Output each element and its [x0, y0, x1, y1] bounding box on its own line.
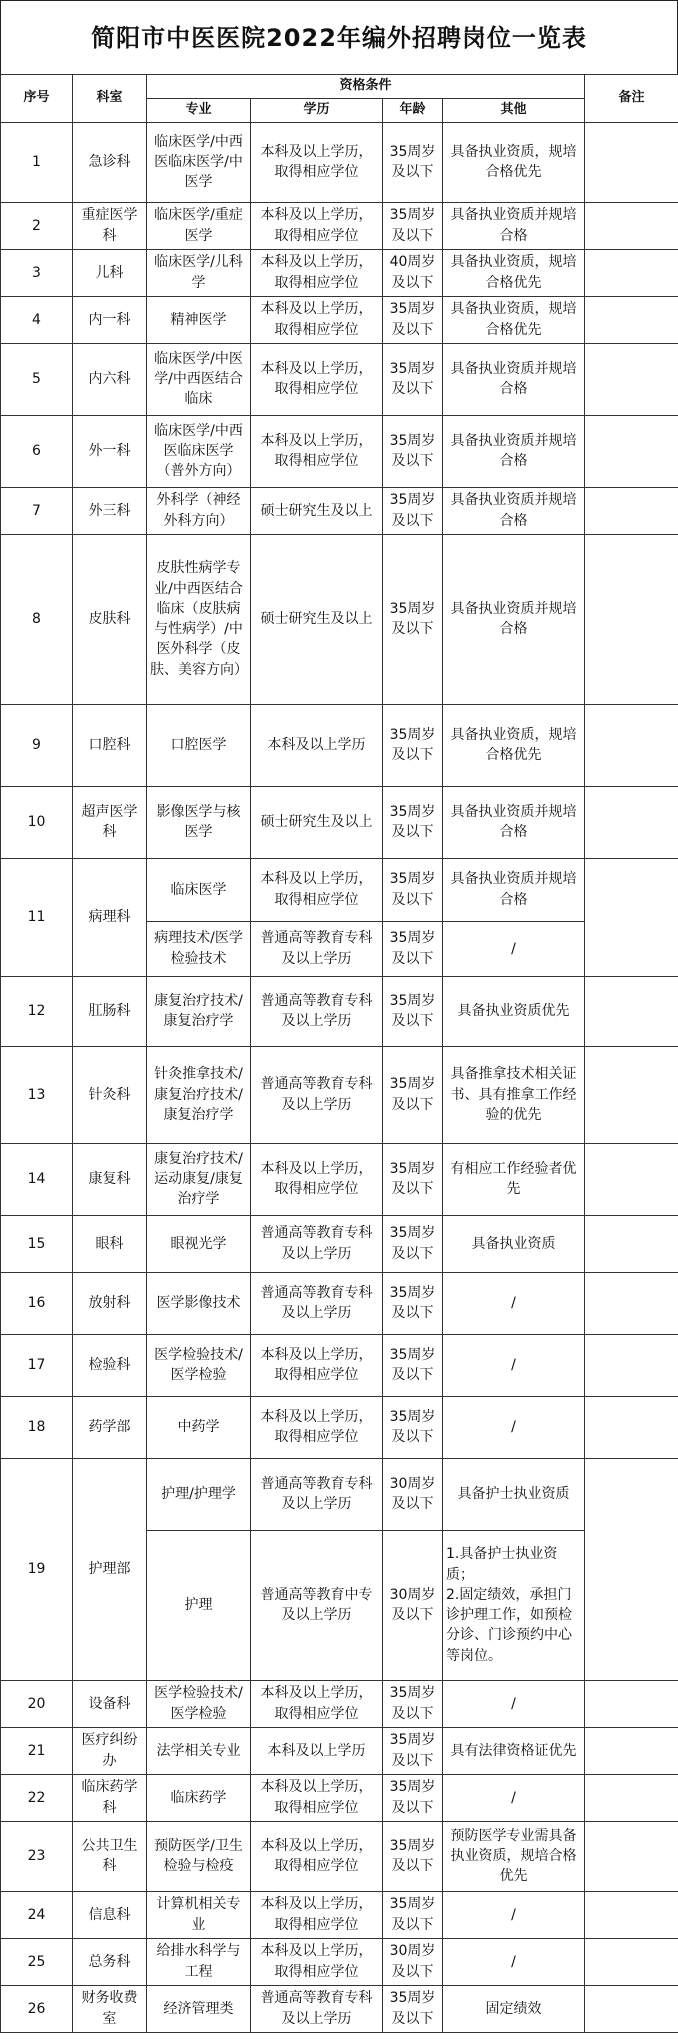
cell-education: 普通高等教育中专及以上学历 [251, 1530, 383, 1680]
header-qualifications: 资格条件 [147, 75, 585, 99]
cell-seq: 11 [1, 858, 73, 976]
cell-other: 具备执业资质优先 [443, 976, 585, 1046]
cell-major: 护理/护理学 [147, 1458, 251, 1530]
cell-remark [585, 704, 678, 786]
cell-other: 具备执业资质并规培合格 [443, 202, 585, 249]
cell-education: 本科及以上学历，取得相应学位 [251, 1680, 383, 1727]
cell-education: 本科及以上学历，取得相应学位 [251, 1143, 383, 1215]
cell-dept: 外三科 [73, 487, 147, 534]
cell-dept: 急诊科 [73, 122, 147, 202]
cell-age: 35周岁及以下 [383, 487, 443, 534]
cell-major: 皮肤性病学专业/中西医结合临床（皮肤病与性病学）/中医外科学（皮肤、美容方向） [147, 534, 251, 704]
table-row [1, 1985, 678, 2032]
table-row [1, 1334, 678, 1396]
cell-education: 普通高等教育专科及以上学历 [251, 1215, 383, 1272]
cell-seq: 10 [1, 786, 73, 858]
table-row [1, 296, 678, 343]
cell-dept: 内一科 [73, 296, 147, 343]
cell-remark [585, 343, 678, 415]
cell-major: 康复治疗技术/康复治疗学 [147, 976, 251, 1046]
cell-remark [585, 249, 678, 296]
cell-other: 具备执业资质并规培合格 [443, 487, 585, 534]
cell-other: 具备执业资质 [443, 1215, 585, 1272]
cell-age: 30周岁及以下 [383, 1938, 443, 1985]
cell-remark [585, 1458, 678, 1680]
cell-seq: 2 [1, 202, 73, 249]
cell-education: 本科及以上学历，取得相应学位 [251, 1334, 383, 1396]
header-seq: 序号 [1, 75, 73, 123]
cell-other: 预防医学专业需具备执业资质，规培合格优先 [443, 1821, 585, 1891]
cell-age: 35周岁及以下 [383, 1046, 443, 1143]
table-row [1, 1680, 678, 1727]
cell-other: / [443, 1334, 585, 1396]
header-age: 年龄 [383, 98, 443, 122]
cell-dept: 药学部 [73, 1396, 147, 1458]
cell-age: 35周岁及以下 [383, 1334, 443, 1396]
cell-seq: 21 [1, 1727, 73, 1774]
cell-remark [585, 1396, 678, 1458]
cell-remark [585, 1938, 678, 1985]
cell-education: 本科及以上学历，取得相应学位 [251, 249, 383, 296]
cell-education: 普通高等教育专科及以上学历 [251, 1046, 383, 1143]
cell-age: 35周岁及以下 [383, 122, 443, 202]
cell-age: 35周岁及以下 [383, 296, 443, 343]
cell-remark [585, 1046, 678, 1143]
cell-dept: 病理科 [73, 858, 147, 976]
cell-dept: 医疗纠纷办 [73, 1727, 147, 1774]
cell-remark [585, 1821, 678, 1891]
table-row [1, 249, 678, 296]
cell-major: 外科学（神经外科方向） [147, 487, 251, 534]
recruitment-table [0, 74, 678, 2033]
cell-dept: 财务收费室 [73, 1985, 147, 2032]
cell-dept: 内六科 [73, 343, 147, 415]
cell-major: 医学检验技术/医学检验 [147, 1680, 251, 1727]
cell-other: 具备执业资质，规培合格优先 [443, 249, 585, 296]
cell-seq: 17 [1, 1334, 73, 1396]
cell-education: 本科及以上学历 [251, 1727, 383, 1774]
cell-remark [585, 1143, 678, 1215]
table-row [1, 202, 678, 249]
cell-age: 35周岁及以下 [383, 202, 443, 249]
cell-major: 临床医学/中西医临床医学（普外方向） [147, 415, 251, 487]
cell-education: 本科及以上学历，取得相应学位 [251, 1938, 383, 1985]
cell-education: 硕士研究生及以上 [251, 786, 383, 858]
table-row [1, 487, 678, 534]
cell-education: 本科及以上学历，取得相应学位 [251, 1774, 383, 1821]
cell-remark [585, 1774, 678, 1821]
cell-education: 硕士研究生及以上 [251, 487, 383, 534]
cell-remark [585, 1334, 678, 1396]
cell-education: 普通高等教育专科及以上学历 [251, 1985, 383, 2032]
cell-major: 临床医学/中西医临床医学/中医学 [147, 122, 251, 202]
cell-major: 针灸推拿技术/康复治疗技术/康复治疗学 [147, 1046, 251, 1143]
cell-major: 医学检验技术/医学检验 [147, 1334, 251, 1396]
cell-seq: 13 [1, 1046, 73, 1143]
table-row [1, 1727, 678, 1774]
cell-age: 35周岁及以下 [383, 1774, 443, 1821]
cell-other: / [443, 1891, 585, 1938]
cell-age: 30周岁及以下 [383, 1530, 443, 1680]
cell-other: 固定绩效 [443, 1985, 585, 2032]
cell-remark [585, 202, 678, 249]
cell-dept: 护理部 [73, 1458, 147, 1680]
cell-seq: 20 [1, 1680, 73, 1727]
cell-other: 具备执业资质，规培合格优先 [443, 296, 585, 343]
cell-education: 本科及以上学历，取得相应学位 [251, 202, 383, 249]
cell-dept: 临床药学科 [73, 1774, 147, 1821]
cell-other: / [443, 1774, 585, 1821]
cell-age: 30周岁及以下 [383, 1458, 443, 1530]
cell-age: 35周岁及以下 [383, 1143, 443, 1215]
cell-other: 有相应工作经验者优先 [443, 1143, 585, 1215]
cell-education: 普通高等教育专科及以上学历 [251, 1272, 383, 1334]
table-row [1, 1458, 678, 1530]
cell-age: 35周岁及以下 [383, 704, 443, 786]
cell-seq: 26 [1, 1985, 73, 2032]
cell-seq: 1 [1, 122, 73, 202]
cell-seq: 15 [1, 1215, 73, 1272]
cell-seq: 7 [1, 487, 73, 534]
cell-education: 本科及以上学历，取得相应学位 [251, 858, 383, 921]
cell-education: 普通高等教育专科及以上学历 [251, 921, 383, 976]
table-row [1, 976, 678, 1046]
table-row [1, 122, 678, 202]
cell-major: 临床医学/重症医学 [147, 202, 251, 249]
header-dept: 科室 [73, 75, 147, 123]
cell-other: 具备推拿技术相关证书、具有推拿工作经验的优先 [443, 1046, 585, 1143]
cell-age: 40周岁及以下 [383, 249, 443, 296]
cell-education: 普通高等教育专科及以上学历 [251, 976, 383, 1046]
cell-dept: 重症医学科 [73, 202, 147, 249]
table-body [1, 122, 678, 2032]
cell-age: 35周岁及以下 [383, 976, 443, 1046]
cell-other: / [443, 1680, 585, 1727]
cell-dept: 皮肤科 [73, 534, 147, 704]
cell-remark [585, 786, 678, 858]
table-row [1, 1891, 678, 1938]
cell-education: 本科及以上学历，取得相应学位 [251, 122, 383, 202]
table-row [1, 343, 678, 415]
cell-age: 35周岁及以下 [383, 1985, 443, 2032]
cell-major: 护理 [147, 1530, 251, 1680]
cell-age: 35周岁及以下 [383, 1821, 443, 1891]
cell-remark [585, 1215, 678, 1272]
cell-other: 具有法律资格证优先 [443, 1727, 585, 1774]
cell-dept: 肛肠科 [73, 976, 147, 1046]
cell-age: 35周岁及以下 [383, 858, 443, 921]
cell-education: 本科及以上学历，取得相应学位 [251, 296, 383, 343]
cell-dept: 口腔科 [73, 704, 147, 786]
cell-major: 给排水科学与工程 [147, 1938, 251, 1985]
cell-seq: 6 [1, 415, 73, 487]
cell-seq: 12 [1, 976, 73, 1046]
cell-education: 本科及以上学历，取得相应学位 [251, 343, 383, 415]
cell-dept: 针灸科 [73, 1046, 147, 1143]
cell-other: 1.具备护士执业资质； 2.固定绩效，承担门诊护理工作，如预检分诊、门诊预约中心等岗位。 [443, 1530, 585, 1680]
cell-education: 普通高等教育专科及以上学历 [251, 1458, 383, 1530]
cell-age: 35周岁及以下 [383, 1891, 443, 1938]
cell-seq: 16 [1, 1272, 73, 1334]
cell-remark [585, 858, 678, 976]
cell-major: 临床医学 [147, 858, 251, 921]
cell-major: 影像医学与核医学 [147, 786, 251, 858]
table-row [1, 1215, 678, 1272]
cell-major: 口腔医学 [147, 704, 251, 786]
cell-other: / [443, 921, 585, 976]
cell-major: 计算机相关专业 [147, 1891, 251, 1938]
table-row [1, 1046, 678, 1143]
cell-dept: 外一科 [73, 415, 147, 487]
cell-dept: 超声医学科 [73, 786, 147, 858]
cell-seq: 19 [1, 1458, 73, 1680]
cell-age: 35周岁及以下 [383, 786, 443, 858]
table-row [1, 1143, 678, 1215]
cell-other: 具备执业资质并规培合格 [443, 534, 585, 704]
cell-major: 中药学 [147, 1396, 251, 1458]
cell-education: 本科及以上学历，取得相应学位 [251, 1821, 383, 1891]
cell-major: 临床医学/儿科学 [147, 249, 251, 296]
header-major: 专业 [147, 98, 251, 122]
cell-other: / [443, 1396, 585, 1458]
cell-other: 具备执业资质并规培合格 [443, 343, 585, 415]
cell-education: 本科及以上学历 [251, 704, 383, 786]
cell-seq: 25 [1, 1938, 73, 1985]
cell-dept: 总务科 [73, 1938, 147, 1985]
cell-major: 病理技术/医学检验技术 [147, 921, 251, 976]
cell-seq: 5 [1, 343, 73, 415]
header-other: 其他 [443, 98, 585, 122]
cell-other: / [443, 1938, 585, 1985]
table-row [1, 704, 678, 786]
cell-dept: 设备科 [73, 1680, 147, 1727]
cell-dept: 放射科 [73, 1272, 147, 1334]
cell-major: 精神医学 [147, 296, 251, 343]
cell-major: 康复治疗技术/运动康复/康复治疗学 [147, 1143, 251, 1215]
cell-remark [585, 296, 678, 343]
cell-age: 35周岁及以下 [383, 921, 443, 976]
cell-seq: 3 [1, 249, 73, 296]
cell-age: 35周岁及以下 [383, 343, 443, 415]
cell-age: 35周岁及以下 [383, 1727, 443, 1774]
table-row [1, 1396, 678, 1458]
table-row [1, 1774, 678, 1821]
cell-seq: 18 [1, 1396, 73, 1458]
cell-major: 医学影像技术 [147, 1272, 251, 1334]
cell-remark [585, 534, 678, 704]
cell-remark [585, 1891, 678, 1938]
cell-seq: 22 [1, 1774, 73, 1821]
cell-other: 具备执业资质并规培合格 [443, 415, 585, 487]
header-remark: 备注 [585, 75, 678, 123]
cell-dept: 信息科 [73, 1891, 147, 1938]
page-title: 简阳市中医医院2022年编外招聘岗位一览表 [0, 0, 678, 74]
table-row [1, 534, 678, 704]
cell-education: 本科及以上学历，取得相应学位 [251, 1891, 383, 1938]
cell-other: / [443, 1272, 585, 1334]
table-row [1, 1938, 678, 1985]
cell-remark [585, 1272, 678, 1334]
cell-dept: 儿科 [73, 249, 147, 296]
cell-education: 本科及以上学历，取得相应学位 [251, 1396, 383, 1458]
cell-education: 硕士研究生及以上 [251, 534, 383, 704]
cell-remark [585, 976, 678, 1046]
cell-seq: 14 [1, 1143, 73, 1215]
cell-age: 35周岁及以下 [383, 1272, 443, 1334]
cell-other: 具备执业资质并规培合格 [443, 858, 585, 921]
cell-dept: 眼科 [73, 1215, 147, 1272]
cell-other: 具备执业资质并规培合格 [443, 786, 585, 858]
cell-major: 临床医学/中医学/中西医结合临床 [147, 343, 251, 415]
cell-remark [585, 487, 678, 534]
cell-seq: 4 [1, 296, 73, 343]
cell-other: 具备护士执业资质 [443, 1458, 585, 1530]
cell-seq: 24 [1, 1891, 73, 1938]
cell-major: 预防医学/卫生检验与检疫 [147, 1821, 251, 1891]
cell-dept: 公共卫生科 [73, 1821, 147, 1891]
cell-dept: 检验科 [73, 1334, 147, 1396]
cell-education: 本科及以上学历，取得相应学位 [251, 415, 383, 487]
cell-age: 35周岁及以下 [383, 534, 443, 704]
cell-remark [585, 122, 678, 202]
cell-age: 35周岁及以下 [383, 415, 443, 487]
cell-age: 35周岁及以下 [383, 1680, 443, 1727]
cell-other: 具备执业资质，规培合格优先 [443, 704, 585, 786]
cell-age: 35周岁及以下 [383, 1396, 443, 1458]
cell-seq: 8 [1, 534, 73, 704]
table-row [1, 858, 678, 921]
table-row [1, 1821, 678, 1891]
cell-remark [585, 1680, 678, 1727]
cell-age: 35周岁及以下 [383, 1215, 443, 1272]
cell-remark [585, 1985, 678, 2032]
header-education: 学历 [251, 98, 383, 122]
cell-major: 法学相关专业 [147, 1727, 251, 1774]
cell-other: 具备执业资质，规培合格优先 [443, 122, 585, 202]
cell-seq: 23 [1, 1821, 73, 1891]
table-row [1, 786, 678, 858]
cell-major: 眼视光学 [147, 1215, 251, 1272]
cell-remark [585, 415, 678, 487]
table-row [1, 415, 678, 487]
table-row [1, 1272, 678, 1334]
cell-dept: 康复科 [73, 1143, 147, 1215]
cell-major: 临床药学 [147, 1774, 251, 1821]
cell-major: 经济管理类 [147, 1985, 251, 2032]
cell-seq: 9 [1, 704, 73, 786]
cell-remark [585, 1727, 678, 1774]
